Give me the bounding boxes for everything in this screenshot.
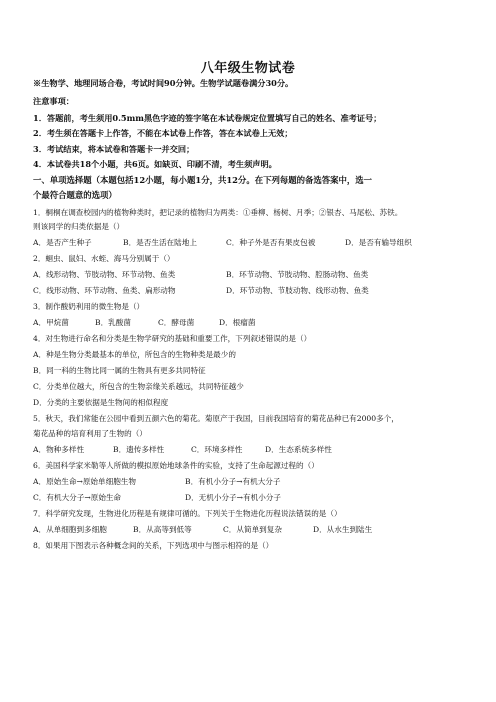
option-a: A．从单细胞到多细胞 (33, 525, 107, 534)
option-d: D．环节动物、节肢动物、线形动物、鱼类 (226, 286, 369, 295)
question-6-options (33, 492, 473, 503)
question-5-stem: 5．秋天，我们常能在公园中看到五颜六色的菊花。菊原产于我国，目前我国培育的菊花品种已有2000多个， (33, 414, 399, 423)
option-d: D．根瘤菌 (219, 318, 256, 327)
option-b: B．遗传多样性 (113, 445, 165, 454)
option-d: D．无机小分子→有机小分子 (185, 493, 281, 502)
option-b: B．有机小分子→有机大分子 (185, 477, 281, 486)
question-2-stem: 2．蛔虫、鼠妇、水蛭、海马分别属于（） (33, 254, 175, 263)
option-a: A．甲烷菌 (33, 318, 69, 327)
option-b: B．是否生活在陆地上 (123, 238, 197, 247)
note-item: 3．考试结束，将本试卷和答题卡一并交回； (33, 144, 195, 154)
option-a: A．物种多样性 (33, 445, 85, 454)
option-c: C．酵母菌 (158, 318, 195, 327)
question-5-options (33, 444, 473, 455)
note-item: 2．考生须在答题卡上作答，不能在本试卷上作答，答在本试卷上无效； (33, 128, 293, 138)
note-item: 4．本试卷共18个小题，共6页。如缺页、印刷不清，考生须声明。 (33, 159, 277, 169)
section-heading: 一、单项选择题（本题包括12小题，每小题1分，共12分。在下列每题的备选答案中，选一 (33, 175, 373, 185)
option-c: C．分类单位越大，所包含的生物亲缘关系越远，共同特征越少 (33, 382, 244, 391)
option-c: C．环境多样性 (191, 445, 243, 454)
option-b: B．同一科的生物比同一属的生物具有更多共同特征 (33, 366, 206, 375)
option-a: A．原始生命→原始单细胞生物 (33, 477, 136, 486)
question-4-stem: 4．对生物进行命名和分类是生物学研究的基础和重要工作，下列叙述错误的是（） (33, 334, 312, 343)
question-2-options (33, 269, 473, 280)
notes-heading: 注意事项： (33, 96, 74, 106)
question-6-stem: 6．美国科学家米勒等人所做的模拟原始地球条件的实验，支持了生命起源过程的（） (33, 461, 319, 470)
option-c: C．有机大分子→原始生命 (33, 493, 122, 502)
question-8-stem: 8．如果用下图表示各种概念间的关系，下列选项中与图示相符的是（） (33, 541, 274, 550)
question-6-options (33, 476, 473, 487)
option-d: D．分类的主要依据是生物间的相似程度 (33, 398, 169, 407)
question-7-stem: 7．科学研究发现，生物进化历程是有规律可循的。下列关于生物进化历程说法错误的是（） (33, 509, 342, 518)
page-title: 八年级生物试卷 (200, 61, 296, 76)
option-b: B．乳酸菌 (95, 318, 131, 327)
section-heading-cont: 个最符合题意的选项） (33, 190, 117, 200)
option-d: D．是否有输导组织 (345, 238, 412, 247)
question-1-stem: 1．桐桐在调查校园内的植物种类时，把记录的植物归为两类：①垂柳、杨树、月季；②银杏、马尾松、苏铁。 (33, 208, 403, 217)
question-2-options (33, 285, 473, 296)
option-a: A．种是生物分类最基本的单位，所包含的生物种类是最少的 (33, 350, 236, 359)
option-d: D．生态系统多样性 (265, 445, 332, 454)
option-d: D．从水生到陆生 (313, 525, 373, 534)
question-7-options (33, 524, 473, 535)
question-5-stem-cont: 菊花品种的培育利用了生物的（） (33, 429, 147, 438)
question-3-options (33, 317, 473, 328)
option-c: C．线形动物、环节动物、鱼类、扁形动物 (33, 286, 176, 295)
option-c: C．种子外是否有果皮包被 (226, 238, 316, 247)
note-item: 1．答题前，考生须用0.5mm黑色字迹的签字笔在本试卷规定位置填写自己的姓名、准考证号； (33, 113, 382, 123)
question-1-options (33, 237, 473, 248)
option-a: A．是否产生种子 (33, 238, 92, 247)
question-3-stem: 3．制作酸奶利用的微生物是（） (33, 302, 145, 311)
option-b: B．从高等到低等 (133, 525, 192, 534)
option-c: C．从简单到复杂 (223, 525, 282, 534)
option-b: B．环节动物、节肢动物、腔肠动物、鱼类 (226, 270, 369, 279)
intro-text: ※生物学、地理同场合卷，考试时间90分钟。生物学试题卷满分30分。 (33, 78, 294, 88)
option-a: A．线形动物、节肢动物、环节动物、鱼类 (33, 270, 176, 279)
question-1-stem-cont: 则该同学的归类依据是（） (33, 222, 125, 231)
